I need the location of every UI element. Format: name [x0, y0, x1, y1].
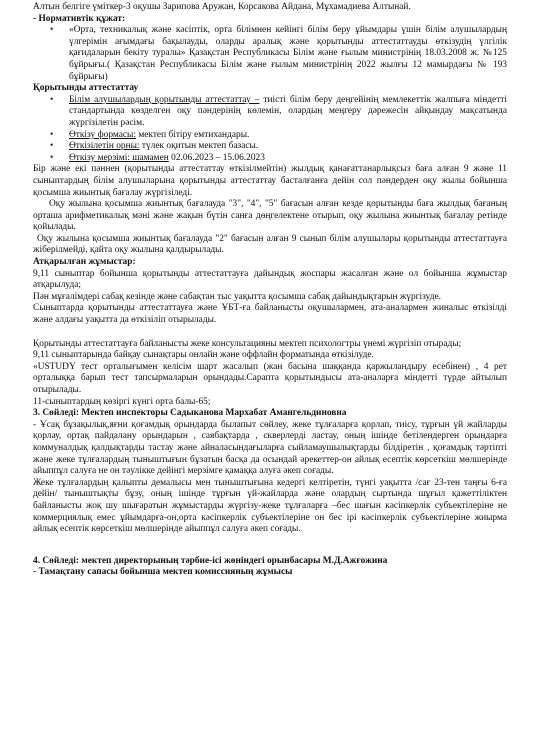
task-mock-tests: 9,11 сыныптарында байқау сынақтары онлайн және оффлайн форматында өткізілуде. — [33, 350, 374, 361]
paragraph-grades-345: Оқу жылына қосымша жиынтық бағалауда "3", "4", "5" бағасын алған кезде қорытынды баға жылдық бағаның орташа арифметикалық мәні және жақын бүтін санға дөңгелектене отырып, оқу жылына жиынтық бағалау ретінде қойылады. — [33, 199, 507, 233]
final-attestation-heading: Қорытынды аттестаттау — [33, 83, 139, 94]
task-meetings: Сыныптарда қорытынды аттестаттауға және ҰБТ-ға байланысты оқушылармен, ата-аналармен жиналыс өткізілді және алдағы уақытта да өткізіліп отырылады. — [33, 303, 507, 326]
document-page — [33, 2, 507, 579]
paragraph-extra-assessment: Бір және екі пәннен (қорытынды аттестаттау өткізілмейтін) жылдық қанағаттанарлықсыз баға алған 9 және 11 сыныптардың білім алушыларына қорытынды аттестаттау басталғанға дейін сол пәндерден оқу жылы бойынша қосымша жиынтық бағалау жүргізіледі. — [33, 164, 507, 198]
task-plan: 9,11 сыныптар бойынша қорытынды аттестаттауға дайындық жоспары жасалған және ол бойынша жұмыстар атқарылуда; — [33, 268, 507, 291]
final-item-dates — [33, 153, 507, 165]
spacer — [33, 536, 507, 556]
task-psychologist: Қорытынды аттестаттауға байланысты жеке консультацияны мектеп психологтры үнемі жүргізіп отырады; — [33, 338, 462, 349]
final-item-form — [33, 130, 507, 142]
normative-heading: - Нормативтік құжат: — [33, 13, 126, 24]
section-3-heading: 3. Сөйледі: Мектеп инспекторы Садыканова Мархабат Амангельдиновна — [33, 408, 347, 419]
spacer — [33, 327, 507, 339]
final-attestation-list — [33, 95, 507, 165]
final-item-label: Өткізілетін орны: — [69, 141, 140, 152]
tasks-heading: Атқарылған жұмыстар: — [33, 257, 136, 268]
final-item-definition — [33, 95, 507, 130]
normative-list — [33, 25, 507, 83]
final-item-place — [33, 141, 507, 153]
task-teachers: Пән мұғалімдері сабақ кезінде және сабақтан тыс уақытта қосымша сабақ дайындықтарын жүргізуде. — [33, 291, 442, 302]
task-ustudy: «USTUDY тест орталығымен келісім шарт жасалып (жан басына шаққанда қаржыландыру есебінен) , 4 рет орталыққа барып тест тапсырмаларын орындады.Сарапта қорытындысы ата-аналарға міндетті түрде айтылып отырылады. — [33, 361, 507, 395]
final-item-text: мектеп бітіру емтихандары. — [135, 129, 250, 140]
normative-item: • «Орта, техникалық және кәсіптік, орта білімнен кейінгі білім беру ұйымдары үшін білім алушылардың үлгерімін ағымдағы бақылауды, оларды аралық және қорытынды аттестаттауды өткізудің үлгілік қағидаларын бекіту туралы» Қазақстан Республикасы Білім және ғылым министрінің 18.03.2008 ж. №125 бұйрығы.( Қазақстан Республикасы Білім және ғылым министрінің 2022 жылғы 12 мамырдағы № 193 бұйрығы) — [33, 25, 507, 83]
final-item-text: тиісті білім беру деңгейінің мемлекеттік жалпыға міндетті стандартында көзделген оқу пәндерінің көлемін, олардың меңгеру дәрежесін айқындау мақсатында жүргізілетін рәсім. — [69, 94, 507, 128]
intro-line: Алтын белгіге үміткер-3 оқушы Зарипова Аружан, Корсакова Айдана, Мұхамадиева Алтынай. — [33, 2, 411, 12]
final-item-text: түлек оқитын мектеп базасы. — [139, 141, 259, 152]
task-average-score: 11-сыныптардың көзіргі күнгі орта балы-65; — [33, 396, 211, 407]
final-item-label: Білім алушылардың қорытынды аттестаттау – — [69, 94, 260, 105]
section-4-heading: 4. Сөйледі: мектеп директорының тәрбие-ісі жөніндегі орынбасары М.Д.Ажғожина — [33, 555, 388, 566]
section-3-paragraph-1: - Ұсақ бұзақылық,яғни қоғамдық орындарда былапыт сөйлеу, жеке тұлғаларға қорлап, тиісу, тұрғын үй жайларды қорлау, ортақ пайдалану орындарын , саябақтарда , скверлерді ластау, оның ішінде бетілендерген орындарға коммуналдық қалдықтарды тастау және айналасындағыларға сыйламаушылықтарды білдіретін , қоғамдық тәртіпті және жеке тұлғалардың тыныштығын бұзатын басқа да осындай әрекеттер-он айлық есептік көрсеткіш мөлшерінде айыппұл салуға не он тәулікке дейінгі мерзімге қамаққа алуға әкеп соғады. — [33, 419, 507, 477]
final-item-label: Өткізу мерзімі: шамамен — [69, 152, 169, 163]
final-item-text: 02.06.2023 – 15.06.2023 — [168, 152, 265, 163]
section-3-paragraph-2: Жеке тұлғалардың қалыпты демалысы мен тыныштығына кедергі келтіретін, түнгі уақытта /сағ 23-тен таңғы 6-ға дейін/ тыныштықты бұзу, оның ішінде тұрғын үй-жайларда және олардың сыртында шұғыл қажеттіліктен байланысты жоқ шу шығаратын жұмыстарды жүргізу-жеке тұлғаларға –бес шағын кәсіпкерлік субъектілеріне не коммерциялық емес ұйымдарға-он,орта кәсіпкерлік субъектілеріне он бес ірі кәсіпкерлік субъектілеріне жиырма айлық есептік көрсеткіш мөлшерінде айыппұл салуға әкеп соғады. — [33, 477, 507, 535]
paragraph-grade-2: Оқу жылына қосымша жиынтық бағалауда "2" бағасын алған 9 сынып білім алушылары қорытынды аттестаттауға жіберілмейді, қайта оқу жылына қалдырылады. — [33, 233, 507, 256]
section-4-subheading: - Тамақтану сапасы бойынша мектеп комиссияның жұмысы — [33, 567, 293, 578]
final-item-label: Өткізу формасы: — [69, 129, 136, 140]
